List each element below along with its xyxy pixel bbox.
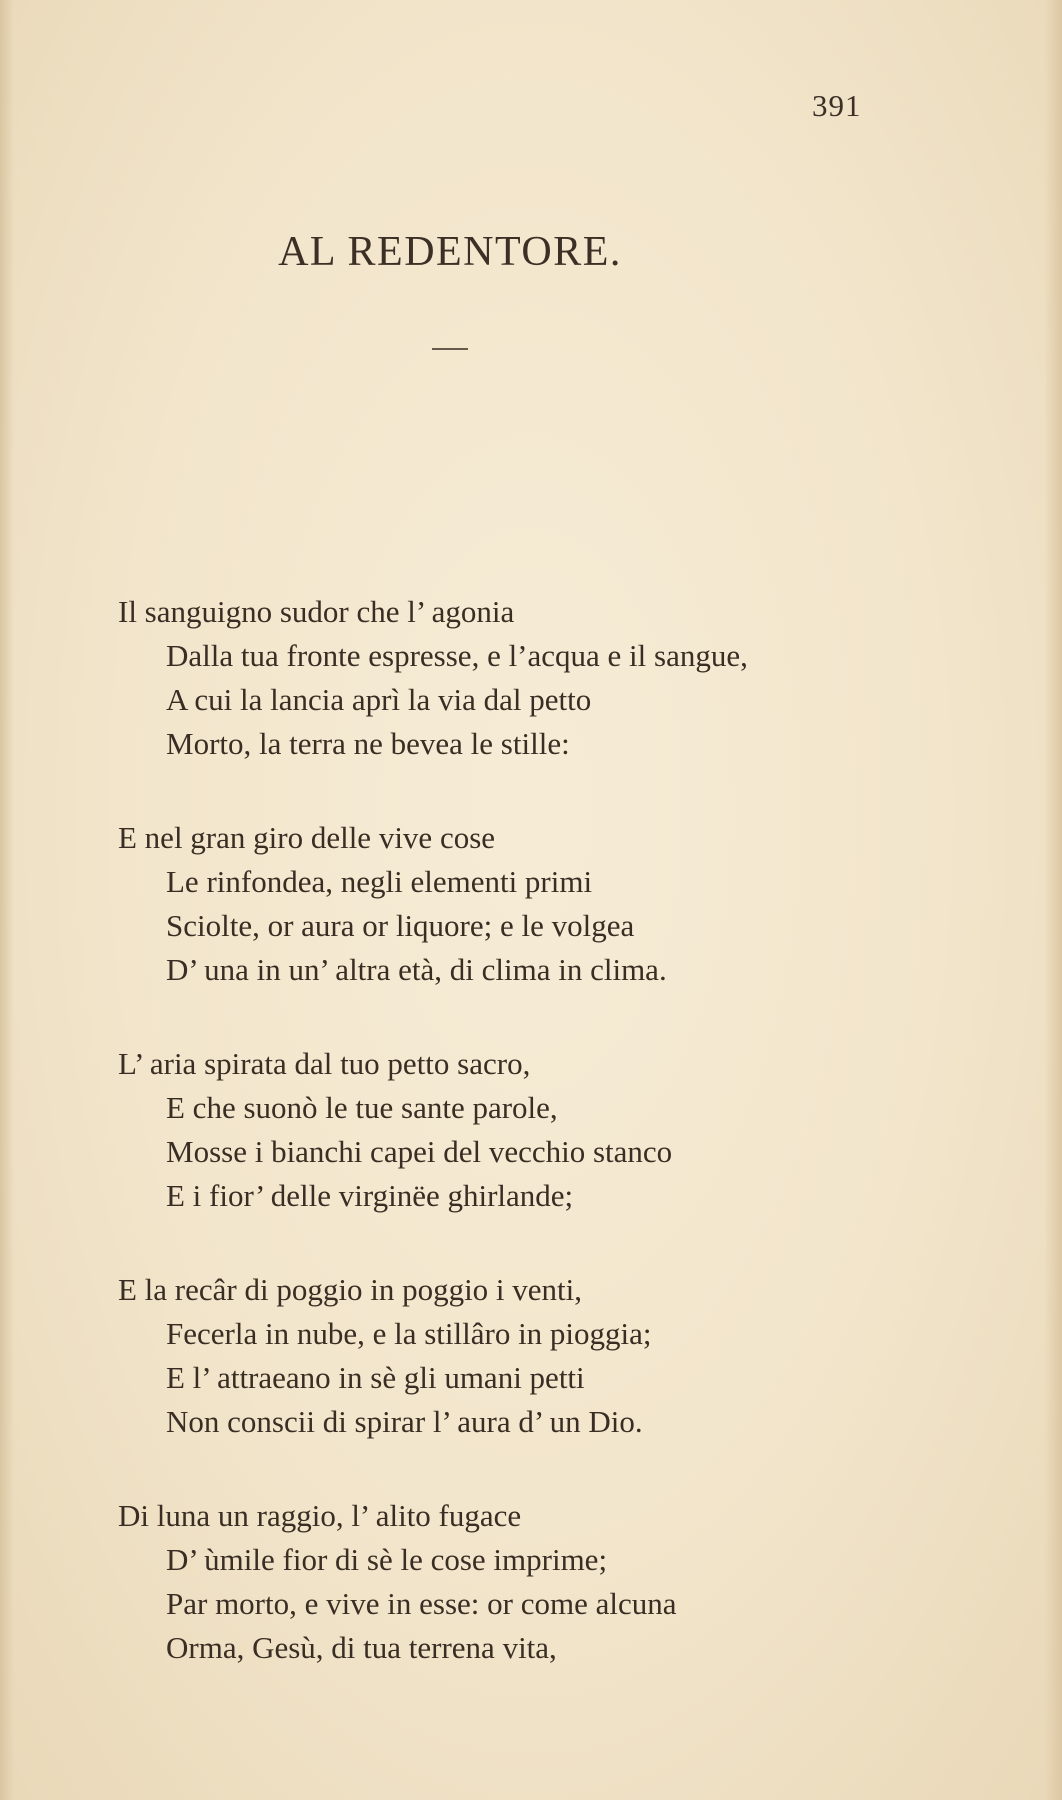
verse-line: Sciolte, or aura or liquore; e le volgea <box>166 908 635 943</box>
verse-line: D’ ùmile fior di sè le cose imprime; <box>166 1542 608 1577</box>
verse-line: Morto, la terra ne bevea le stille: <box>166 726 570 761</box>
verse-line: Par morto, e vive in esse: or come alcuna <box>166 1586 677 1621</box>
stanza-3 <box>118 1042 1018 1218</box>
verse-line: Orma, Gesù, di tua terrena vita, <box>166 1630 557 1665</box>
verse-line: E nel gran giro delle vive cose <box>118 820 496 855</box>
verse-line: E i fior’ delle virginëe ghirlande; <box>166 1178 574 1213</box>
verse-line: Fecerla in nube, e la stillâro in pioggia; <box>166 1316 652 1351</box>
stanza-5 <box>118 1494 1018 1670</box>
verse-line: L’ aria spirata dal tuo petto sacro, <box>118 1046 531 1081</box>
verse-line: A cui la lancia aprì la via dal petto <box>166 682 592 717</box>
verse-line: E la recâr di poggio in poggio i venti, <box>118 1272 583 1307</box>
verse-line: Dalla tua fronte espresse, e l’acqua e il sangue, <box>166 638 748 673</box>
verse-line: D’ una in un’ altra età, di clima in clima. <box>166 952 667 987</box>
poem-title: AL REDENTORE. <box>278 229 622 275</box>
verse-line: Non conscii di spirar l’ aura d’ un Dio. <box>166 1404 643 1439</box>
stanza-1 <box>118 590 1018 766</box>
verse-line: E l’ attraeano in sè gli umani petti <box>166 1360 585 1395</box>
stanza-2 <box>118 816 1018 992</box>
verse-line: E che suonò le tue sante parole, <box>166 1090 558 1125</box>
verse-line: Le rinfondea, negli elementi primi <box>166 864 593 899</box>
verse-line: Mosse i bianchi capei del vecchio stanco <box>166 1134 673 1169</box>
page-right-edge <box>1044 0 1062 1800</box>
page-number: 391 <box>812 88 862 123</box>
poem-body <box>118 590 1018 1720</box>
title-divider <box>432 348 468 350</box>
verse-line: Di luna un raggio, l’ alito fugace <box>118 1498 522 1533</box>
verse-line: Il sanguigno sudor che l’ agonia <box>118 594 515 629</box>
stanza-4 <box>118 1268 1018 1444</box>
